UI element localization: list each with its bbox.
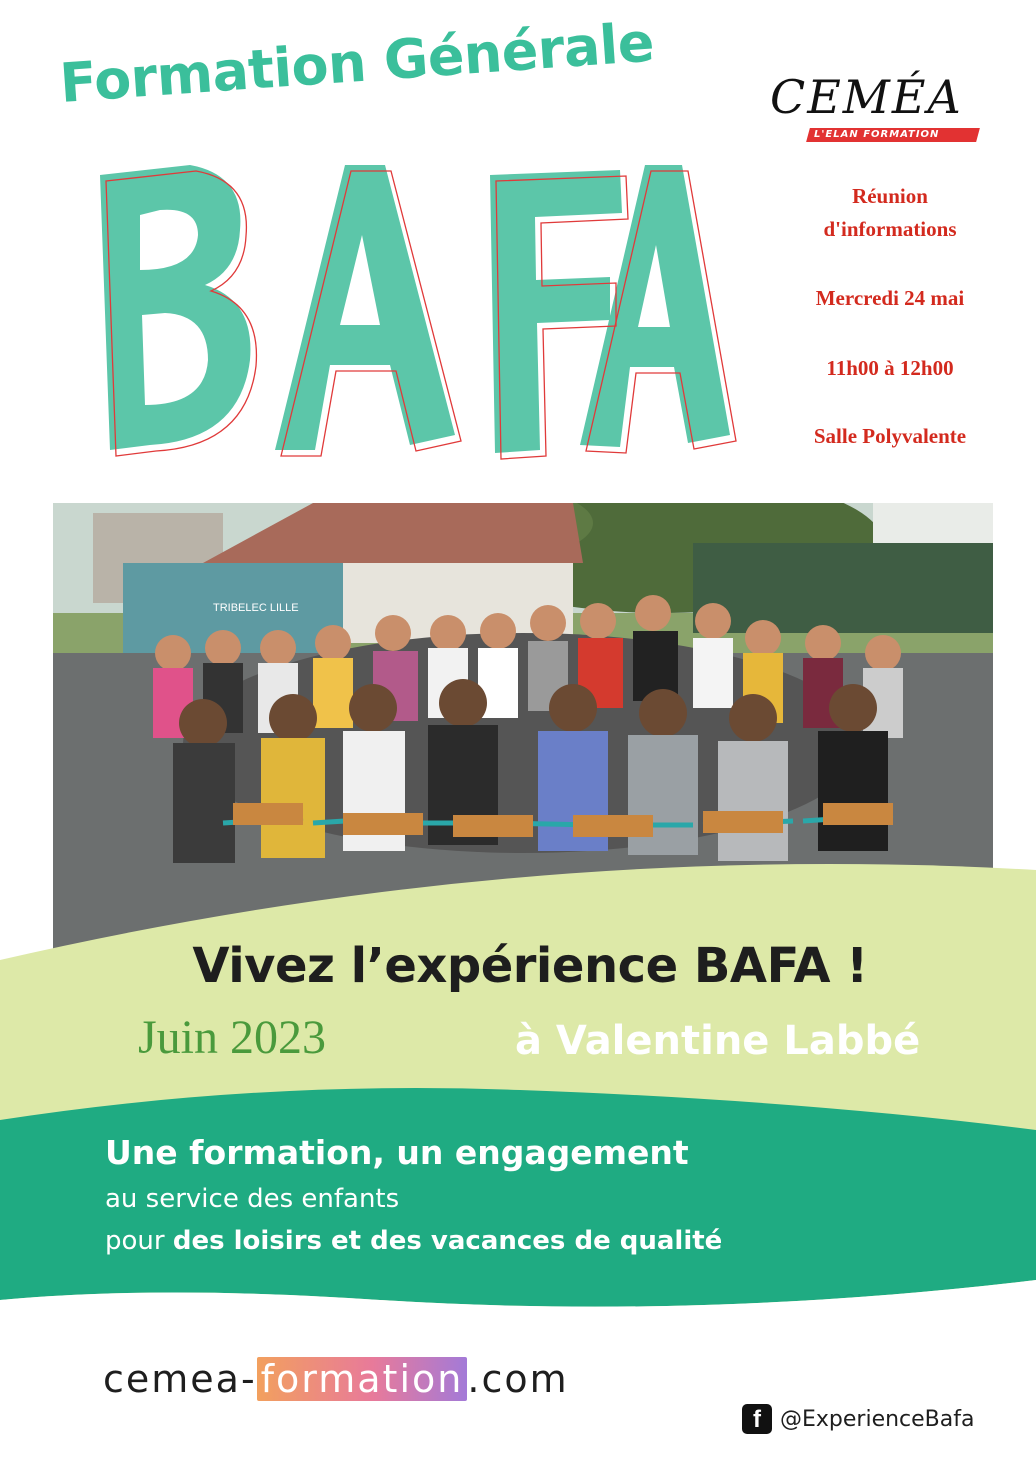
tagline-line2: au service des enfants bbox=[105, 1184, 400, 1214]
meeting-date: Mercredi 24 mai bbox=[815, 286, 965, 310]
meeting-place: Salle Polyvalente bbox=[813, 424, 967, 448]
tagline-headline: Une formation, un engagement bbox=[105, 1133, 689, 1172]
website-part3: .com bbox=[467, 1357, 569, 1401]
logo-tagline: L'ELAN FORMATION bbox=[814, 129, 940, 140]
header-subtitle: Formation Générale bbox=[57, 10, 656, 115]
website-part1: cemea- bbox=[103, 1357, 257, 1401]
tagline-line3 bbox=[105, 1226, 722, 1256]
facebook-handle: @ExperienceBafa bbox=[780, 1406, 975, 1432]
facebook-link[interactable] bbox=[742, 1404, 975, 1434]
tagline-line3-bold: des loisirs et des vacances de qualité bbox=[172, 1226, 723, 1256]
website-link[interactable] bbox=[103, 1357, 569, 1401]
meeting-time: 11h00 à 12h00 bbox=[826, 356, 954, 380]
photo-sign: TRIBELEC LILLE bbox=[213, 602, 299, 614]
tagline-line3-prefix: pour bbox=[105, 1226, 173, 1256]
training-date: Juin 2023 bbox=[138, 1011, 327, 1064]
training-location: à Valentine Labbé bbox=[515, 1018, 921, 1064]
meeting-info-line2: d'informations bbox=[823, 217, 957, 241]
bafa-title-graphic bbox=[70, 135, 740, 475]
logo-name: CEMÉA bbox=[770, 70, 963, 124]
meeting-info-line1: Réunion bbox=[852, 184, 928, 208]
slogan: Vivez l’expérience BAFA ! bbox=[192, 938, 868, 994]
cemea-logo bbox=[770, 70, 1000, 150]
facebook-icon: f bbox=[742, 1404, 772, 1434]
website-part2: formation bbox=[257, 1357, 468, 1401]
